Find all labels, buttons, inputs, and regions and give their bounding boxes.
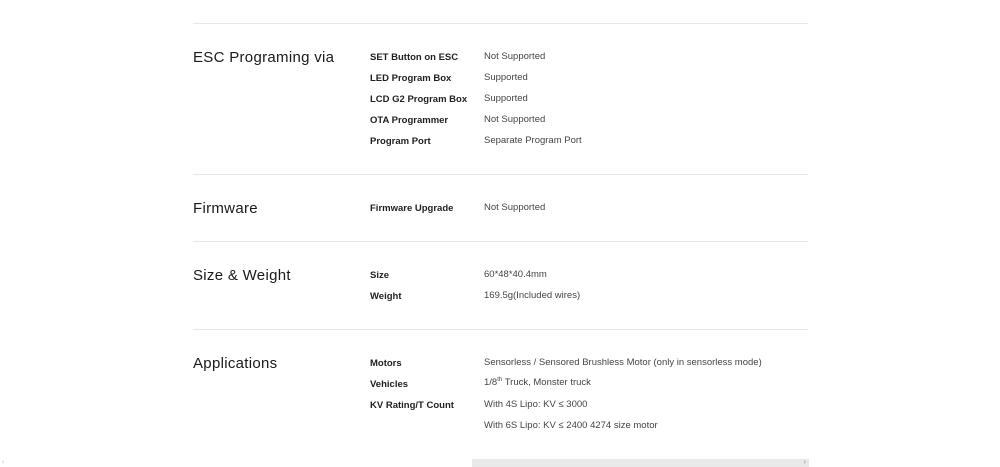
vehicles-ordinal: th [497, 376, 503, 383]
section-title-applications: Applications [193, 355, 278, 372]
horizontal-scrollbar[interactable] [472, 459, 809, 467]
spec-label: OTA Programmer [370, 115, 449, 126]
scroll-right-arrow-icon[interactable]: › [803, 459, 806, 466]
spec-label: Motors [370, 358, 402, 369]
section-divider [193, 23, 808, 24]
spec-value: Not Supported [484, 51, 546, 62]
spec-value: 60*48*40.4mm [484, 269, 547, 280]
spec-value: Not Supported [484, 114, 546, 125]
spec-value: 169.5g(Included wires) [484, 290, 581, 301]
section-title-firmware: Firmware [193, 200, 258, 217]
spec-label: KV Rating/T Count [370, 400, 454, 411]
scroll-left-arrow-icon[interactable]: ‹ [2, 459, 5, 466]
spec-value: Separate Program Port [484, 135, 582, 146]
spec-label: SET Button on ESC [370, 52, 459, 63]
spec-value: With 6S Lipo: KV ≤ 2400 4274 size motor [484, 420, 658, 431]
spec-label: LCD G2 Program Box [370, 94, 468, 105]
spec-value: Sensorless / Sensored Brushless Motor (only in sensorless mode) [484, 357, 762, 368]
vehicles-types: Truck, Monster truck [502, 377, 591, 388]
spec-value: Supported [484, 72, 528, 83]
spec-label: Program Port [370, 136, 431, 147]
section-title-size-weight: Size & Weight [193, 267, 291, 284]
section-divider [193, 174, 808, 175]
spec-value: Supported [484, 93, 528, 104]
spec-label: Size [370, 270, 390, 281]
spec-label: Vehicles [370, 379, 409, 390]
spec-value: With 4S Lipo: KV ≤ 3000 [484, 399, 588, 410]
spec-label: Firmware Upgrade [370, 203, 454, 214]
spec-label: Weight [370, 291, 402, 302]
section-divider [193, 329, 808, 330]
spec-value: Not Supported [484, 202, 546, 213]
vehicles-fraction: 1/8 [484, 377, 498, 388]
spec-label: LED Program Box [370, 73, 452, 84]
section-title-esc-programming: ESC Programing via [193, 49, 335, 66]
spec-value-vehicles [484, 377, 591, 388]
section-divider [193, 241, 808, 242]
